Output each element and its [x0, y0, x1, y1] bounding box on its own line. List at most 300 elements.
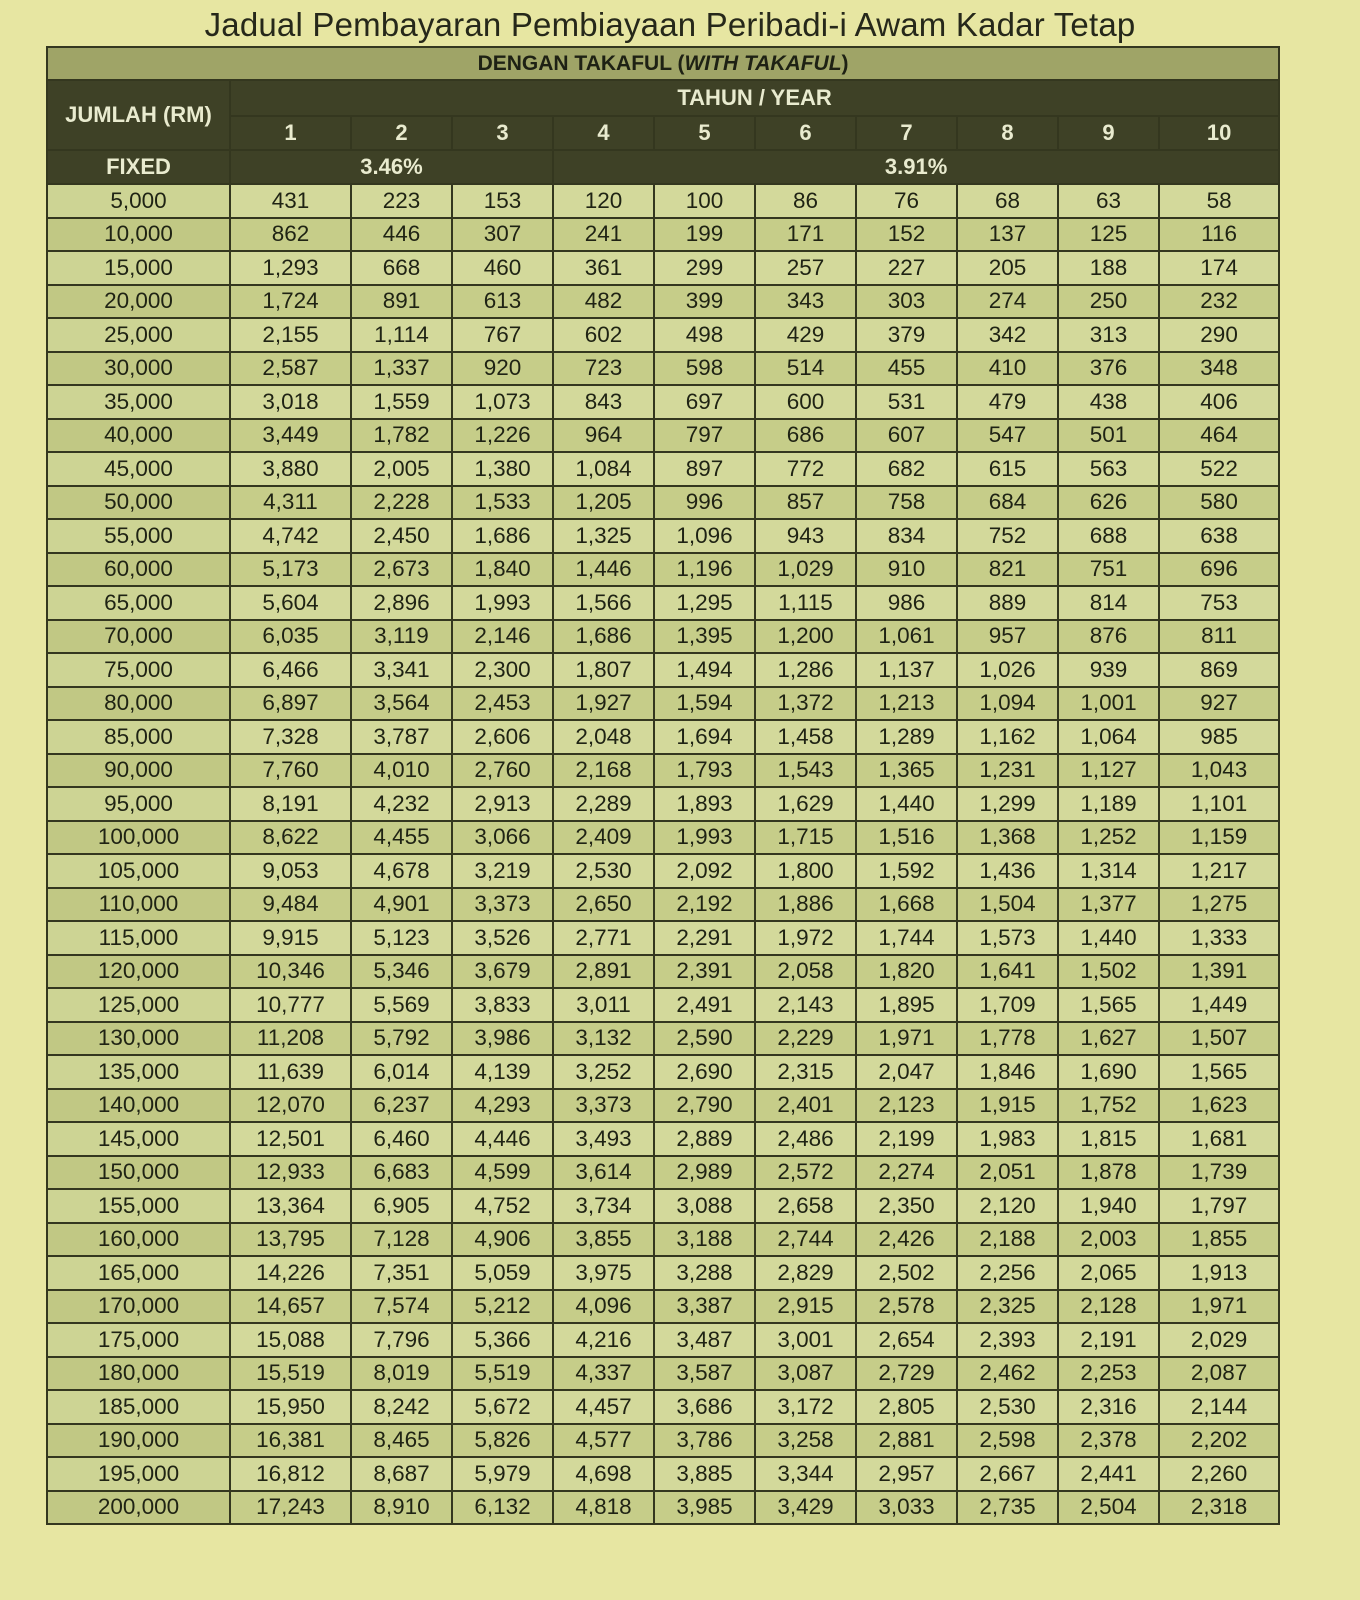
payment-cell: 3,885	[654, 1457, 755, 1491]
payment-cell: 2,453	[452, 687, 553, 721]
payment-cell: 376	[1058, 352, 1159, 386]
payment-cell: 460	[452, 251, 553, 285]
payment-cell: 2,318	[1159, 1491, 1279, 1525]
payment-cell: 3,373	[553, 1089, 654, 1123]
payment-cell: 4,457	[553, 1390, 654, 1424]
payment-cell: 1,325	[553, 519, 654, 553]
payment-cell: 2,300	[452, 653, 553, 687]
payment-cell: 1,507	[1159, 1022, 1279, 1056]
payment-cell: 5,212	[452, 1290, 553, 1324]
payment-cell: 1,377	[1058, 888, 1159, 922]
payment-cell: 1,983	[957, 1122, 1058, 1156]
payment-cell: 1,927	[553, 687, 654, 721]
payment-cell: 2,530	[957, 1390, 1058, 1424]
payment-cell: 6,035	[230, 620, 351, 654]
payment-cell: 455	[856, 352, 957, 386]
table-row	[47, 988, 1279, 1022]
payment-cell: 2,188	[957, 1223, 1058, 1257]
amount-cell: 140,000	[47, 1089, 230, 1123]
payment-cell: 6,466	[230, 653, 351, 687]
table-row	[47, 1290, 1279, 1324]
payment-cell: 5,123	[351, 921, 452, 955]
payment-cell: 1,972	[755, 921, 856, 955]
payment-cell: 1,189	[1058, 787, 1159, 821]
amount-cell: 180,000	[47, 1357, 230, 1391]
payment-cell: 3,011	[553, 988, 654, 1022]
payment-cell: 1,026	[957, 653, 1058, 687]
payment-cell: 2,144	[1159, 1390, 1279, 1424]
payment-cell: 752	[957, 519, 1058, 553]
payment-cell: 1,252	[1058, 821, 1159, 855]
payment-cell: 152	[856, 218, 957, 252]
payment-cell: 12,933	[230, 1156, 351, 1190]
table-row	[47, 653, 1279, 687]
table-row	[47, 787, 1279, 821]
payment-cell: 600	[755, 385, 856, 419]
payment-cell: 615	[957, 452, 1058, 486]
payment-cell: 2,253	[1058, 1357, 1159, 1391]
payment-cell: 501	[1058, 419, 1159, 453]
payment-cell: 1,971	[856, 1022, 957, 1056]
payment-cell: 2,005	[351, 452, 452, 486]
payment-cell: 1,915	[957, 1089, 1058, 1123]
payment-cell: 3,001	[755, 1323, 856, 1357]
payment-cell: 2,896	[351, 586, 452, 620]
payment-cell: 14,657	[230, 1290, 351, 1324]
payment-cell: 2,729	[856, 1357, 957, 1391]
payment-cell: 943	[755, 519, 856, 553]
payment-cell: 580	[1159, 486, 1279, 520]
amount-cell: 70,000	[47, 620, 230, 654]
payment-cell: 2,316	[1058, 1390, 1159, 1424]
payment-cell: 1,724	[230, 285, 351, 319]
payment-cell: 4,906	[452, 1223, 553, 1257]
table-row	[47, 419, 1279, 453]
payment-cell: 2,572	[755, 1156, 856, 1190]
payment-cell: 4,577	[553, 1424, 654, 1458]
payment-cell: 2,315	[755, 1055, 856, 1089]
payment-cell: 3,119	[351, 620, 452, 654]
payment-cell: 1,690	[1058, 1055, 1159, 1089]
payment-cell: 2,771	[553, 921, 654, 955]
payment-cell: 964	[553, 419, 654, 453]
table-row	[47, 1223, 1279, 1257]
payment-cell: 188	[1058, 251, 1159, 285]
payment-cell: 2,291	[654, 921, 755, 955]
payment-cell: 2,673	[351, 553, 452, 587]
payment-cell: 7,328	[230, 720, 351, 754]
payment-cell: 8,622	[230, 821, 351, 855]
table-row	[47, 352, 1279, 386]
payment-cell: 2,401	[755, 1089, 856, 1123]
payment-cell: 1,380	[452, 452, 553, 486]
payment-cell: 1,137	[856, 653, 957, 687]
payment-cell: 3,344	[755, 1457, 856, 1491]
payment-cell: 100	[654, 184, 755, 218]
payment-cell: 862	[230, 218, 351, 252]
table-row	[47, 1189, 1279, 1223]
payment-cell: 8,465	[351, 1424, 452, 1458]
payment-cell: 797	[654, 419, 755, 453]
payment-cell: 2,502	[856, 1256, 957, 1290]
payment-cell: 1,694	[654, 720, 755, 754]
payment-cell: 751	[1058, 553, 1159, 587]
takaful-suffix: )	[841, 51, 849, 75]
payment-cell: 438	[1058, 385, 1159, 419]
payment-cell: 668	[351, 251, 452, 285]
payment-cell: 1,895	[856, 988, 957, 1022]
payment-cell: 1,709	[957, 988, 1058, 1022]
payment-cell: 3,132	[553, 1022, 654, 1056]
payment-cell: 1,446	[553, 553, 654, 587]
payment-cell: 607	[856, 419, 957, 453]
payment-cell: 429	[755, 318, 856, 352]
payment-cell: 1,096	[654, 519, 755, 553]
table-row	[47, 821, 1279, 855]
payment-cell: 2,047	[856, 1055, 957, 1089]
payment-cell: 5,826	[452, 1424, 553, 1458]
payment-cell: 4,742	[230, 519, 351, 553]
amount-cell: 100,000	[47, 821, 230, 855]
payment-cell: 116	[1159, 218, 1279, 252]
payment-cell: 8,910	[351, 1491, 452, 1525]
payment-cell: 2,120	[957, 1189, 1058, 1223]
payment-cell: 1,064	[1058, 720, 1159, 754]
payment-cell: 2,191	[1058, 1323, 1159, 1357]
payment-cell: 2,504	[1058, 1491, 1159, 1525]
payment-cell: 1,686	[553, 620, 654, 654]
table-row	[47, 1022, 1279, 1056]
payment-cell: 227	[856, 251, 957, 285]
payment-cell: 68	[957, 184, 1058, 218]
payment-cell: 223	[351, 184, 452, 218]
payment-cell: 697	[654, 385, 755, 419]
payment-cell: 1,940	[1058, 1189, 1159, 1223]
payment-cell: 7,760	[230, 754, 351, 788]
amount-cell: 45,000	[47, 452, 230, 486]
payment-cell: 1,565	[1058, 988, 1159, 1022]
payment-cell: 1,372	[755, 687, 856, 721]
table-row	[47, 586, 1279, 620]
payment-cell: 3,614	[553, 1156, 654, 1190]
payment-cell: 2,598	[957, 1424, 1058, 1458]
payment-cell: 7,351	[351, 1256, 452, 1290]
payment-cell: 638	[1159, 519, 1279, 553]
payment-cell: 16,812	[230, 1457, 351, 1491]
payment-cell: 5,173	[230, 553, 351, 587]
amount-cell: 50,000	[47, 486, 230, 520]
payment-cell: 8,191	[230, 787, 351, 821]
payment-cell: 547	[957, 419, 1058, 453]
table-row	[47, 251, 1279, 285]
payment-cell: 1,084	[553, 452, 654, 486]
payment-cell: 406	[1159, 385, 1279, 419]
payment-cell: 3,188	[654, 1223, 755, 1257]
payment-cell: 1,504	[957, 888, 1058, 922]
amount-cell: 65,000	[47, 586, 230, 620]
table-row	[47, 486, 1279, 520]
payment-cell: 4,752	[452, 1189, 553, 1223]
amount-cell: 195,000	[47, 1457, 230, 1491]
payment-cell: 1,752	[1058, 1089, 1159, 1123]
amount-cell: 60,000	[47, 553, 230, 587]
amount-cell: 10,000	[47, 218, 230, 252]
payment-cell: 5,569	[351, 988, 452, 1022]
payment-cell: 1,200	[755, 620, 856, 654]
payment-cell: 2,092	[654, 854, 755, 888]
payment-cell: 3,066	[452, 821, 553, 855]
payment-cell: 876	[1058, 620, 1159, 654]
payment-cell: 9,053	[230, 854, 351, 888]
table-row	[47, 452, 1279, 486]
payment-cell: 3,018	[230, 385, 351, 419]
payment-cell: 7,128	[351, 1223, 452, 1257]
payment-table	[46, 46, 1280, 1525]
payment-cell: 4,901	[351, 888, 452, 922]
payment-cell: 5,979	[452, 1457, 553, 1491]
table-row	[47, 1055, 1279, 1089]
payment-cell: 2,289	[553, 787, 654, 821]
table-row	[47, 955, 1279, 989]
payment-cell: 1,971	[1159, 1290, 1279, 1324]
payment-cell: 2,393	[957, 1323, 1058, 1357]
payment-cell: 3,786	[654, 1424, 755, 1458]
payment-cell: 3,033	[856, 1491, 957, 1525]
payment-cell: 15,088	[230, 1323, 351, 1357]
payment-cell: 772	[755, 452, 856, 486]
payment-cell: 8,242	[351, 1390, 452, 1424]
payment-cell: 13,795	[230, 1223, 351, 1257]
payment-cell: 1,807	[553, 653, 654, 687]
amount-cell: 135,000	[47, 1055, 230, 1089]
payment-cell: 3,679	[452, 955, 553, 989]
payment-cell: 5,672	[452, 1390, 553, 1424]
payment-cell: 688	[1058, 519, 1159, 553]
payment-cell: 1,231	[957, 754, 1058, 788]
payment-cell: 1,686	[452, 519, 553, 553]
payment-cell: 1,533	[452, 486, 553, 520]
payment-cell: 2,486	[755, 1122, 856, 1156]
payment-cell: 1,436	[957, 854, 1058, 888]
payment-cell: 1,566	[553, 586, 654, 620]
payment-cell: 1,213	[856, 687, 957, 721]
payment-cell: 137	[957, 218, 1058, 252]
payment-cell: 1,114	[351, 318, 452, 352]
payment-cell: 1,391	[1159, 955, 1279, 989]
payment-cell: 3,686	[654, 1390, 755, 1424]
payment-cell: 6,897	[230, 687, 351, 721]
payment-cell: 1,043	[1159, 754, 1279, 788]
payment-cell: 3,975	[553, 1256, 654, 1290]
payment-cell: 2,650	[553, 888, 654, 922]
payment-cell: 2,915	[755, 1290, 856, 1324]
payment-cell: 86	[755, 184, 856, 218]
payment-cell: 153	[452, 184, 553, 218]
payment-cell: 1,494	[654, 653, 755, 687]
payment-cell: 3,564	[351, 687, 452, 721]
payment-cell: 1,295	[654, 586, 755, 620]
payment-cell: 1,793	[654, 754, 755, 788]
payment-cell: 3,493	[553, 1122, 654, 1156]
payment-cell: 446	[351, 218, 452, 252]
table-row	[47, 687, 1279, 721]
payment-cell: 232	[1159, 285, 1279, 319]
payment-cell: 361	[553, 251, 654, 285]
amount-cell: 115,000	[47, 921, 230, 955]
year-col-5: 5	[654, 116, 755, 150]
payment-cell: 598	[654, 352, 755, 386]
table-row	[47, 1390, 1279, 1424]
payment-cell: 2,587	[230, 352, 351, 386]
payment-cell: 2,889	[654, 1122, 755, 1156]
payment-cell: 1,368	[957, 821, 1058, 855]
payment-cell: 5,346	[351, 955, 452, 989]
payment-cell: 2,989	[654, 1156, 755, 1190]
payment-cell: 1,993	[452, 586, 553, 620]
amount-cell: 185,000	[47, 1390, 230, 1424]
payment-cell: 514	[755, 352, 856, 386]
payment-cell: 1,159	[1159, 821, 1279, 855]
payment-cell: 303	[856, 285, 957, 319]
payment-cell: 1,502	[1058, 955, 1159, 989]
payment-cell: 1,226	[452, 419, 553, 453]
payment-cell: 1,855	[1159, 1223, 1279, 1257]
payment-cell: 4,455	[351, 821, 452, 855]
payment-cell: 814	[1058, 586, 1159, 620]
amount-cell: 85,000	[47, 720, 230, 754]
table-row	[47, 385, 1279, 419]
payment-cell: 257	[755, 251, 856, 285]
payment-cell: 889	[957, 586, 1058, 620]
payment-cell: 498	[654, 318, 755, 352]
payment-cell: 1,627	[1058, 1022, 1159, 1056]
payment-cell: 869	[1159, 653, 1279, 687]
payment-cell: 4,818	[553, 1491, 654, 1525]
payment-cell: 479	[957, 385, 1058, 419]
payment-cell: 6,132	[452, 1491, 553, 1525]
payment-cell: 125	[1058, 218, 1159, 252]
payment-cell: 563	[1058, 452, 1159, 486]
table-row	[47, 888, 1279, 922]
payment-cell: 3,587	[654, 1357, 755, 1391]
payment-cell: 2,325	[957, 1290, 1058, 1324]
payment-cell: 3,373	[452, 888, 553, 922]
year-col-10: 10	[1159, 116, 1279, 150]
amount-header: JUMLAH (RM)	[47, 80, 230, 150]
payment-cell: 2,202	[1159, 1424, 1279, 1458]
payment-cell: 1,668	[856, 888, 957, 922]
year-col-1: 1	[230, 116, 351, 150]
year-col-9: 9	[1058, 116, 1159, 150]
amount-cell: 130,000	[47, 1022, 230, 1056]
payment-cell: 626	[1058, 486, 1159, 520]
payment-cell: 3,341	[351, 653, 452, 687]
table-row	[47, 184, 1279, 218]
amount-cell: 40,000	[47, 419, 230, 453]
payment-cell: 3,288	[654, 1256, 755, 1290]
payment-cell: 1,681	[1159, 1122, 1279, 1156]
payment-cell: 10,346	[230, 955, 351, 989]
table-row	[47, 720, 1279, 754]
payment-cell: 3,387	[654, 1290, 755, 1324]
payment-cell: 5,366	[452, 1323, 553, 1357]
payment-cell: 821	[957, 553, 1058, 587]
payment-cell: 1,840	[452, 553, 553, 587]
payment-cell: 2,029	[1159, 1323, 1279, 1357]
payment-cell: 1,993	[654, 821, 755, 855]
payment-cell: 12,501	[230, 1122, 351, 1156]
payment-cell: 4,599	[452, 1156, 553, 1190]
payment-cell: 4,311	[230, 486, 351, 520]
table-row	[47, 1357, 1279, 1391]
payment-cell: 8,019	[351, 1357, 452, 1391]
payment-cell: 1,815	[1058, 1122, 1159, 1156]
amount-cell: 90,000	[47, 754, 230, 788]
payment-cell: 986	[856, 586, 957, 620]
payment-cell: 1,217	[1159, 854, 1279, 888]
payment-cell: 12,070	[230, 1089, 351, 1123]
payment-cell: 1,878	[1058, 1156, 1159, 1190]
payment-cell: 4,446	[452, 1122, 553, 1156]
amount-cell: 170,000	[47, 1290, 230, 1324]
payment-cell: 1,623	[1159, 1089, 1279, 1123]
payment-cell: 431	[230, 184, 351, 218]
payment-cell: 2,168	[553, 754, 654, 788]
payment-cell: 891	[351, 285, 452, 319]
payment-cell: 686	[755, 419, 856, 453]
payment-cell: 1,641	[957, 955, 1058, 989]
year-header: TAHUN / YEAR	[230, 80, 1279, 116]
payment-cell: 8,687	[351, 1457, 452, 1491]
payment-cell: 3,787	[351, 720, 452, 754]
payment-cell: 1,846	[957, 1055, 1058, 1089]
payment-cell: 2,667	[957, 1457, 1058, 1491]
table-row	[47, 1457, 1279, 1491]
payment-cell: 2,350	[856, 1189, 957, 1223]
payment-cell: 5,059	[452, 1256, 553, 1290]
payment-cell: 58	[1159, 184, 1279, 218]
payment-cell: 1,286	[755, 653, 856, 687]
payment-cell: 3,880	[230, 452, 351, 486]
payment-cell: 379	[856, 318, 957, 352]
payment-cell: 4,010	[351, 754, 452, 788]
payment-cell: 957	[957, 620, 1058, 654]
payment-cell: 1,797	[1159, 1189, 1279, 1223]
table-row	[47, 854, 1279, 888]
payment-cell: 7,574	[351, 1290, 452, 1324]
payment-cell: 4,698	[553, 1457, 654, 1491]
payment-cell: 4,216	[553, 1323, 654, 1357]
payment-cell: 3,833	[452, 988, 553, 1022]
payment-cell: 1,395	[654, 620, 755, 654]
payment-cell: 1,205	[553, 486, 654, 520]
payment-cell: 14,226	[230, 1256, 351, 1290]
payment-cell: 1,061	[856, 620, 957, 654]
rate-long-term: 3.91%	[553, 150, 1279, 184]
payment-cell: 1,893	[654, 787, 755, 821]
payment-cell: 2,003	[1058, 1223, 1159, 1257]
payment-cell: 9,484	[230, 888, 351, 922]
payment-cell: 1,440	[856, 787, 957, 821]
payment-cell: 3,172	[755, 1390, 856, 1424]
payment-cell: 996	[654, 486, 755, 520]
payment-cell: 1,275	[1159, 888, 1279, 922]
payment-cell: 897	[654, 452, 755, 486]
payment-cell: 171	[755, 218, 856, 252]
payment-cell: 2,155	[230, 318, 351, 352]
payment-cell: 3,986	[452, 1022, 553, 1056]
table-row	[47, 1424, 1279, 1458]
